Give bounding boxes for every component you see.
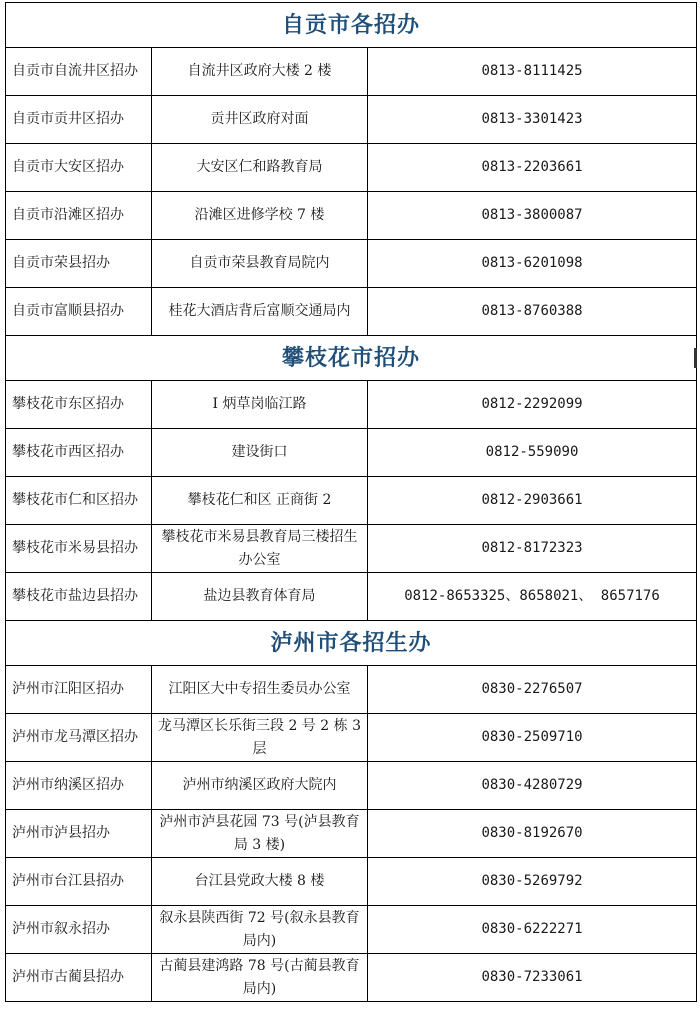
table-row xyxy=(6,144,697,192)
table-row xyxy=(6,192,697,240)
address-cell: 江阳区大中专招生委员办公室 xyxy=(152,666,368,714)
office-name-cell: 泸州市江阳区招办 xyxy=(6,666,152,714)
table-row xyxy=(6,96,697,144)
section-header-row xyxy=(6,336,697,381)
phone-cell: 0813-3301423 xyxy=(368,96,697,144)
address-cell: 贡井区政府对面 xyxy=(152,96,368,144)
table-row xyxy=(6,906,697,954)
office-name-cell: 泸州市纳溪区招办 xyxy=(6,762,152,810)
directory-body xyxy=(6,3,697,1002)
office-name-cell: 泸州市泸县招办 xyxy=(6,810,152,858)
table-row xyxy=(6,858,697,906)
office-name-cell: 自贡市大安区招办 xyxy=(6,144,152,192)
address-cell: I 炳草岗临江路 xyxy=(152,381,368,429)
phone-cell: 0812-2903661 xyxy=(368,477,697,525)
phone-cell: 0812-8653325、8658021、 8657176 xyxy=(368,573,697,621)
section-header-row xyxy=(6,3,697,48)
table-row xyxy=(6,810,697,858)
office-name-cell: 攀枝花市盐边县招办 xyxy=(6,573,152,621)
phone-cell: 0813-3800087 xyxy=(368,192,697,240)
phone-cell: 0830-4280729 xyxy=(368,762,697,810)
phone-cell: 0813-8760388 xyxy=(368,288,697,336)
table-row xyxy=(6,288,697,336)
office-name-cell: 自贡市沿滩区招办 xyxy=(6,192,152,240)
table-row xyxy=(6,429,697,477)
table-row xyxy=(6,48,697,96)
table-row xyxy=(6,762,697,810)
contact-directory-table xyxy=(5,2,697,1002)
address-cell: 古蔺县建鸿路 78 号(古蔺县教育局内) xyxy=(152,954,368,1002)
office-name-cell: 自贡市贡井区招办 xyxy=(6,96,152,144)
phone-cell: 0812-559090 xyxy=(368,429,697,477)
section-header-row xyxy=(6,621,697,666)
address-cell: 攀枝花仁和区 正商街 2 xyxy=(152,477,368,525)
phone-cell: 0812-2292099 xyxy=(368,381,697,429)
phone-cell: 0813-2203661 xyxy=(368,144,697,192)
address-cell: 桂花大酒店背后富顺交通局内 xyxy=(152,288,368,336)
office-name-cell: 泸州市台江县招办 xyxy=(6,858,152,906)
address-cell: 建设街口 xyxy=(152,429,368,477)
table-row xyxy=(6,714,697,762)
office-name-cell: 泸州市古蔺县招办 xyxy=(6,954,152,1002)
table-row xyxy=(6,240,697,288)
phone-cell: 0812-8172323 xyxy=(368,525,697,573)
phone-cell: 0830-5269792 xyxy=(368,858,697,906)
address-cell: 自流井区政府大楼 2 楼 xyxy=(152,48,368,96)
office-name-cell: 攀枝花市西区招办 xyxy=(6,429,152,477)
phone-cell: 0830-2276507 xyxy=(368,666,697,714)
section-title: 攀枝花市招办 xyxy=(6,336,697,381)
phone-cell: 0830-2509710 xyxy=(368,714,697,762)
address-cell: 大安区仁和路教育局 xyxy=(152,144,368,192)
phone-cell: 0830-8192670 xyxy=(368,810,697,858)
office-name-cell: 泸州市叙永招办 xyxy=(6,906,152,954)
office-name-cell: 自贡市荣县招办 xyxy=(6,240,152,288)
table-row xyxy=(6,666,697,714)
section-title: 泸州市各招生办 xyxy=(6,621,697,666)
address-cell: 自贡市荣县教育局院内 xyxy=(152,240,368,288)
office-name-cell: 攀枝花市仁和区招办 xyxy=(6,477,152,525)
office-name-cell: 攀枝花市米易县招办 xyxy=(6,525,152,573)
address-cell: 攀枝花市米易县教育局三楼招生办公室 xyxy=(152,525,368,573)
address-cell: 泸州市纳溪区政府大院内 xyxy=(152,762,368,810)
office-name-cell: 自贡市富顺县招办 xyxy=(6,288,152,336)
table-row xyxy=(6,573,697,621)
address-cell: 泸州市泸县花园 73 号(泸县教育局 3 楼) xyxy=(152,810,368,858)
address-cell: 叙永县陕西街 72 号(叙永县教育局内) xyxy=(152,906,368,954)
phone-cell: 0830-6222271 xyxy=(368,906,697,954)
office-name-cell: 自贡市自流井区招办 xyxy=(6,48,152,96)
table-row xyxy=(6,477,697,525)
phone-cell: 0813-6201098 xyxy=(368,240,697,288)
phone-cell: 0830-7233061 xyxy=(368,954,697,1002)
table-row xyxy=(6,954,697,1002)
address-cell: 台江县党政大楼 8 楼 xyxy=(152,858,368,906)
address-cell: 龙马潭区长乐街三段 2 号 2 栋 3 层 xyxy=(152,714,368,762)
office-name-cell: 攀枝花市东区招办 xyxy=(6,381,152,429)
office-name-cell: 泸州市龙马潭区招办 xyxy=(6,714,152,762)
phone-cell: 0813-8111425 xyxy=(368,48,697,96)
address-cell: 盐边县教育体育局 xyxy=(152,573,368,621)
table-row xyxy=(6,381,697,429)
scroll-marker xyxy=(694,348,697,368)
table-row xyxy=(6,525,697,573)
address-cell: 沿滩区进修学校 7 楼 xyxy=(152,192,368,240)
section-title: 自贡市各招办 xyxy=(6,3,697,48)
